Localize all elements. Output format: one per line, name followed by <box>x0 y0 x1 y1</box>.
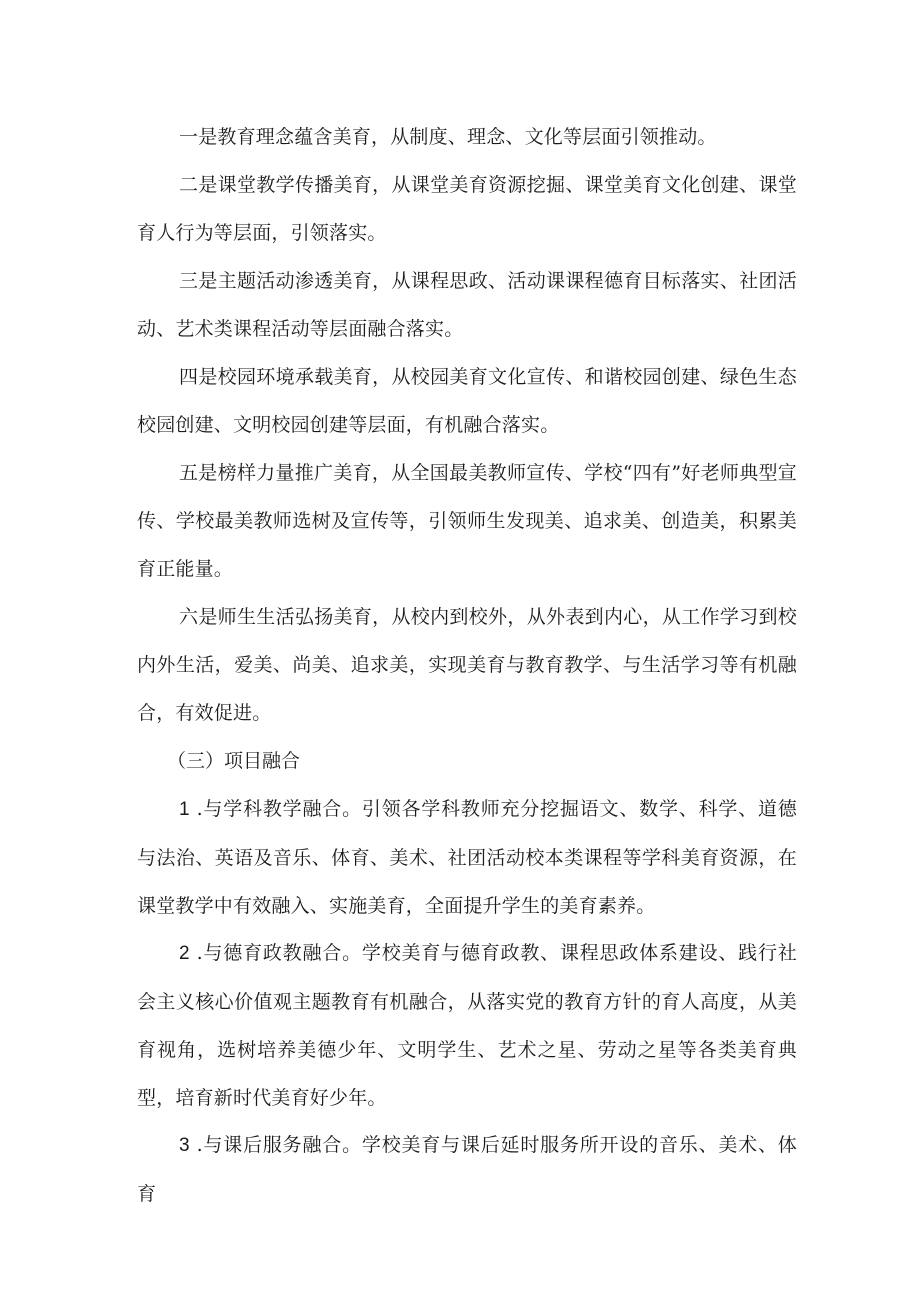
paragraph-5: 五是榜样力量推广美育，从全国最美教师宣传、学校“四有”好老师典型宣传、学校最美教师选树及宣传等，引领师生发现美、追求美、创造美，积累美育正能量。 <box>137 462 797 580</box>
paragraph-1: 一是教育理念蕴含美育，从制度、理念、文化等层面引领推动。 <box>179 126 717 148</box>
list-item-text: .与学科教学融合。引领各学科教师充分挖掘语文、数学、科学、道德与法治、英语及音乐、体育、美术、社团活动校本类课程等学科美育资源，在课堂教学中有效融入、实施美育，全面提升学生的美育素养。 <box>137 798 797 917</box>
paragraph-3: 三是主题活动渗透美育，从课程思政、活动课课程德育目标落实、社团活动、艺术类课程活动等层面融合落实。 <box>137 270 797 340</box>
list-item-2 <box>137 929 797 1122</box>
list-item-number: 1 <box>179 799 190 820</box>
list-item-text: .与课后服务融合。学校美育与课后延时服务所开设的音乐、美术、体育 <box>137 1134 797 1205</box>
paragraph-6: 六是师生生活弘扬美育，从校内到校外，从外表到内心，从工作学习到校内外生活，爱美、尚美、追求美，实现美育与教育教学、与生活学习等有机融合，有效促进。 <box>137 606 797 724</box>
paragraph-2: 二是课堂教学传播美育，从课堂美育资源挖掘、课堂美育文化创建、课堂育人行为等层面，引领落实。 <box>137 174 797 244</box>
section-heading: （三）项目融合 <box>167 750 301 772</box>
list-item-3 <box>137 1121 797 1218</box>
list-item-1 <box>137 785 797 930</box>
list-item-number: 3 <box>179 1135 190 1156</box>
paragraph-4: 四是校园环境承载美育，从校园美育文化宣传、和谐校园创建、绿色生态校园创建、文明校园创建等层面，有机融合落实。 <box>137 366 797 436</box>
list-item-number: 2 <box>179 943 190 964</box>
list-item-text: .与德育政教融合。学校美育与德育政教、课程思政体系建设、践行社会主义核心价值观主题教育有机融合，从落实党的教育方针的育人高度，从美育视角，选树培养美德少年、文明学生、艺术之星、劳动之星等各类美育典型，培育新时代美育好少年。 <box>137 942 797 1109</box>
